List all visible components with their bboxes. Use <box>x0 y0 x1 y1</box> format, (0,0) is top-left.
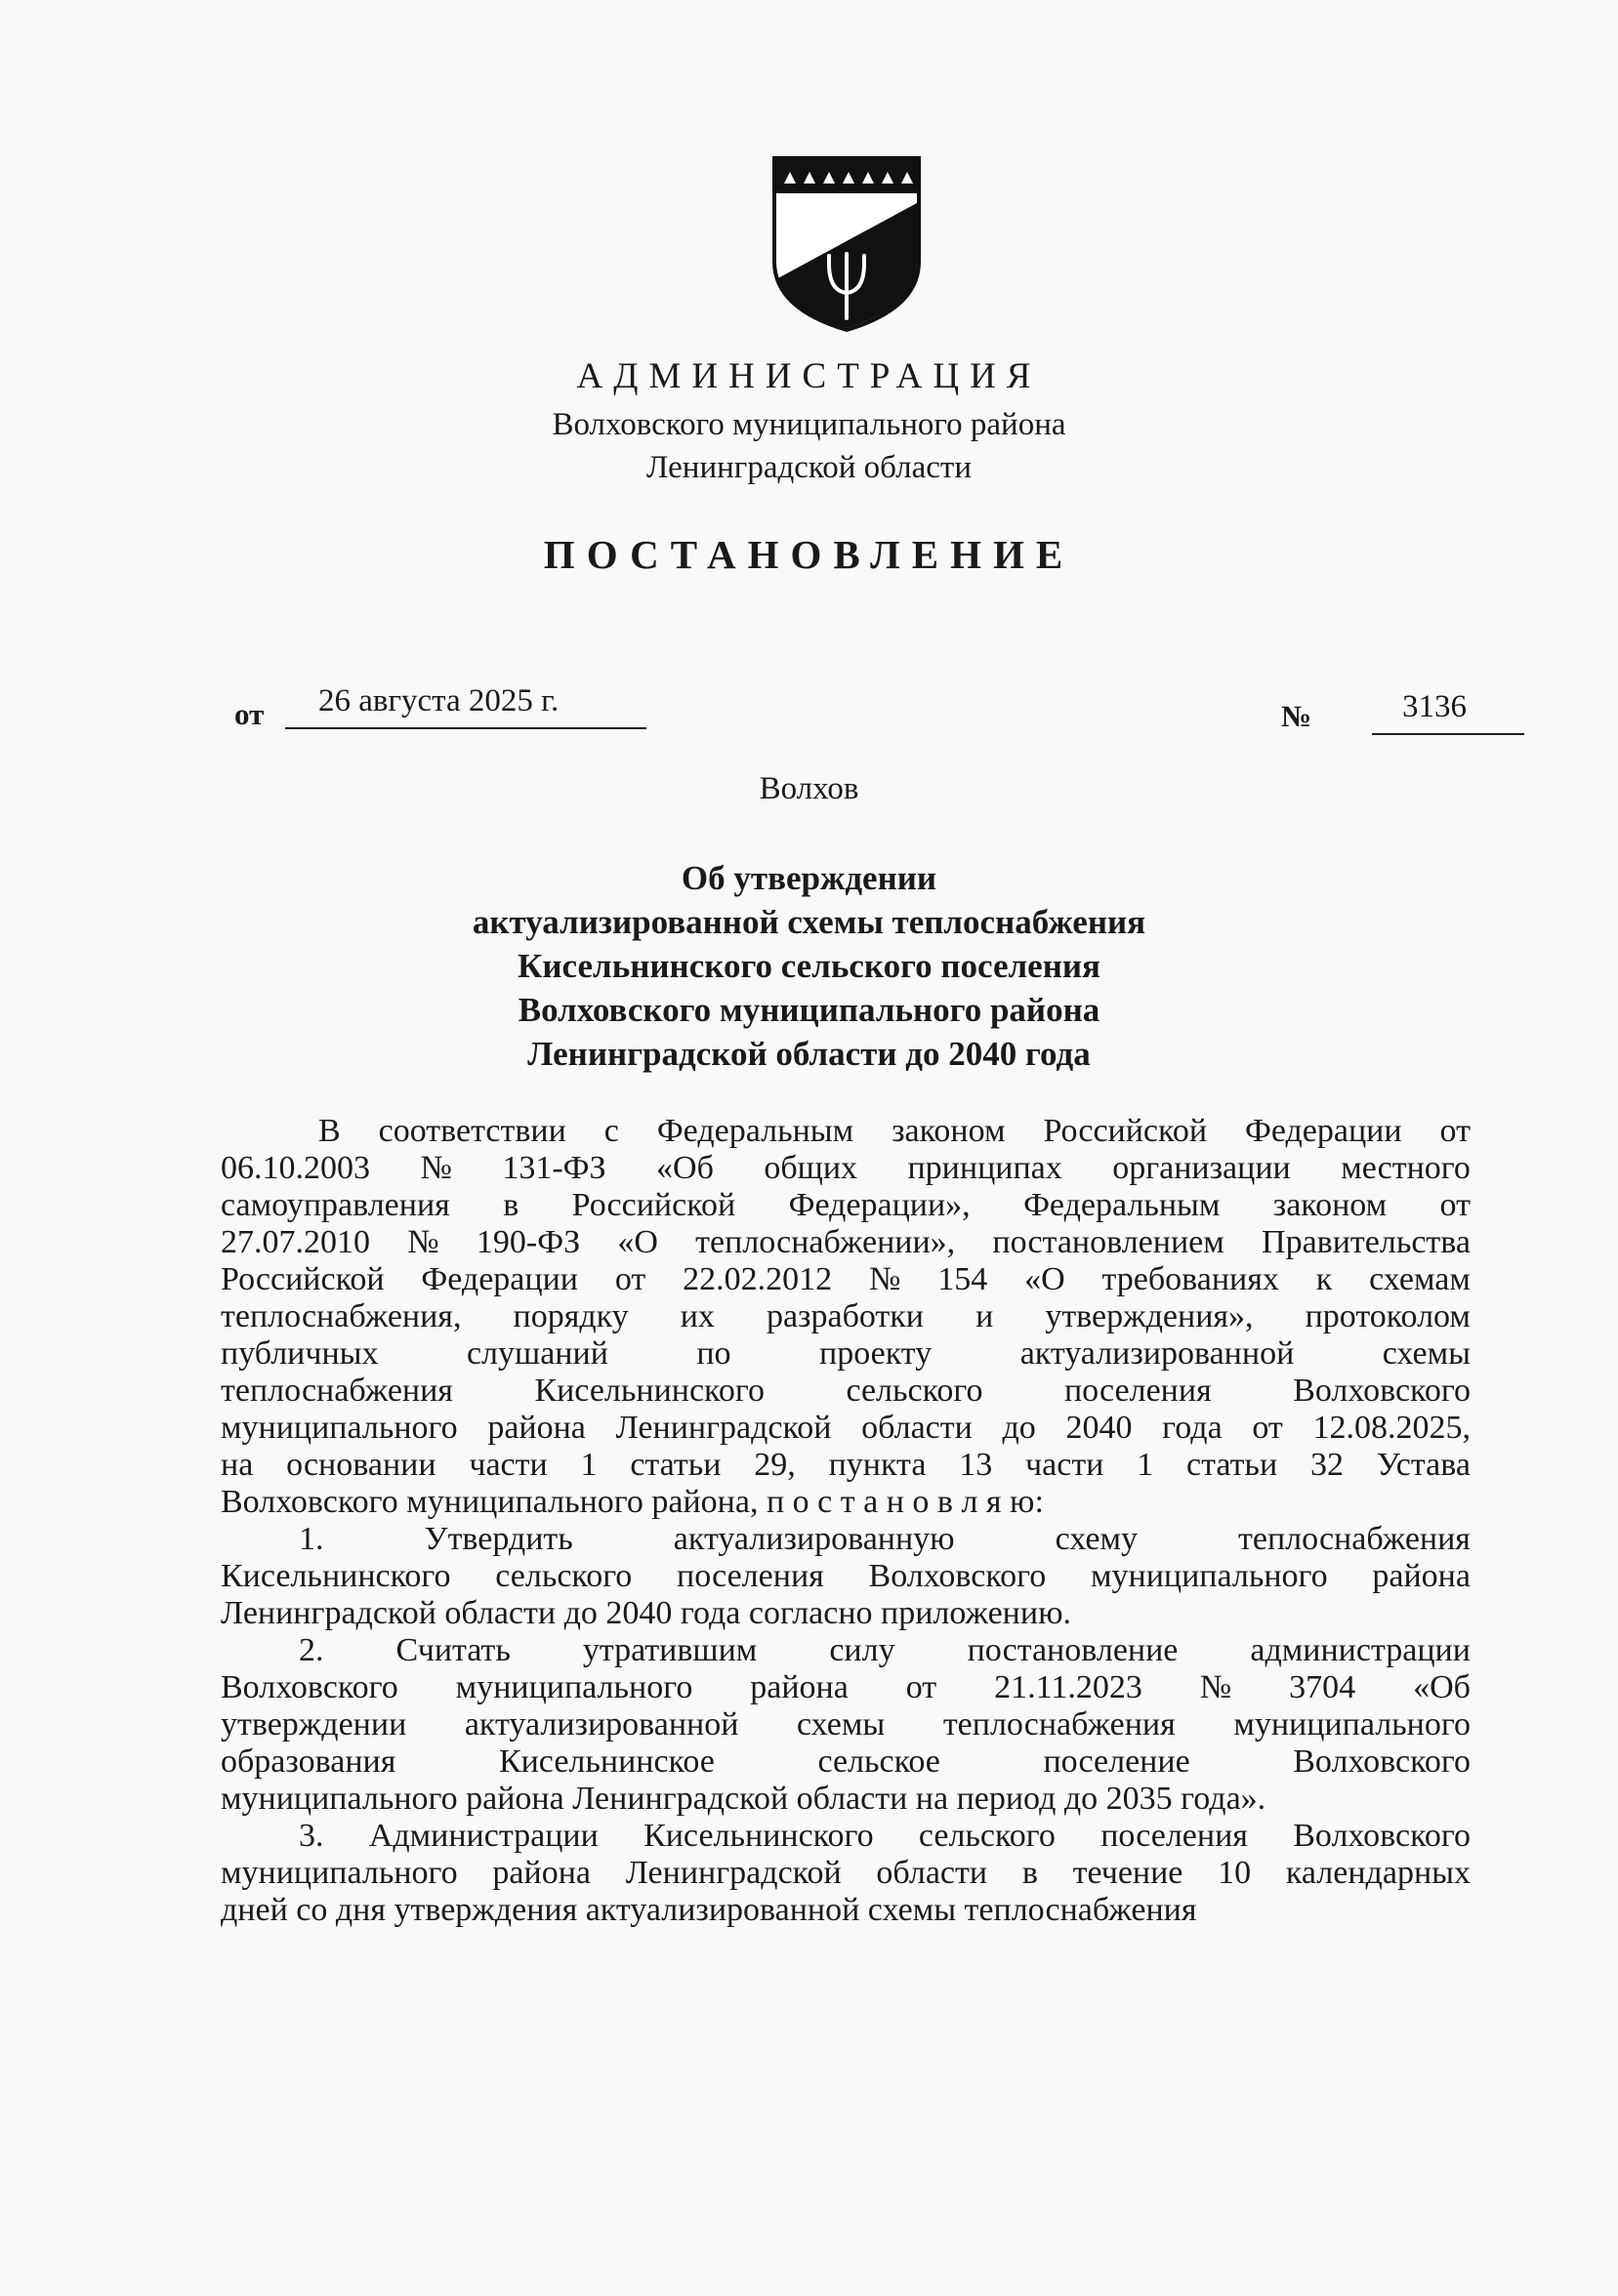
title-line: Кисельнинского сельского поселения <box>518 947 1100 985</box>
body-line: муниципального района Ленинградской области в течение 10 календарных <box>221 1855 1471 1891</box>
body-line: Волховского муниципального района, п о с т а н о в л я ю: <box>221 1484 1044 1520</box>
body-line: образования Кисельнинское сельское поселение Волховского <box>221 1743 1471 1780</box>
body-line: 27.07.2010 № 190-ФЗ «О теплоснабжении», постановлением Правительства <box>221 1224 1471 1260</box>
title-line: Ленинградской области до 2040 года <box>527 1035 1091 1073</box>
coat-of-arms-emblem <box>770 154 923 334</box>
title-line: Об утверждении <box>681 859 937 897</box>
title-line: актуализированной схемы теплоснабжения <box>472 903 1146 941</box>
body-line: 3. Администрации Кисельнинского сельского поселения Волховского <box>299 1818 1471 1854</box>
organization-region: Ленинградской области <box>646 450 972 485</box>
body-line: Ленинградской области до 2040 года согласно приложению. <box>221 1595 1071 1631</box>
body-line: муниципального района Ленинградской области на период до 2035 года». <box>221 1781 1266 1817</box>
date-prefix: от <box>234 697 265 731</box>
body-line: В соответствии с Федеральным законом Российской Федерации от <box>318 1113 1471 1149</box>
body-line: теплоснабжения, порядку их разработки и утверждения», протоколом <box>221 1298 1471 1334</box>
body-line: Российской Федерации от 22.02.2012 № 154 «О требованиях к схемам <box>221 1261 1471 1297</box>
body-line: Волховского муниципального района от 21.11.2023 № 3704 «Об <box>221 1669 1471 1705</box>
title-line: Волховского муниципального района <box>518 991 1100 1029</box>
body-line: утверждении актуализированной схемы теплоснабжения муниципального <box>221 1706 1471 1742</box>
body-line: Кисельнинского сельского поселения Волховского муниципального района <box>221 1558 1471 1594</box>
number-prefix: № <box>1281 699 1312 733</box>
organization-name: АДМИНИСТРАЦИЯ <box>576 356 1042 396</box>
body-line: 06.10.2003 № 131-ФЗ «Об общих принципах организации местного <box>221 1150 1471 1186</box>
city-name: Волхов <box>759 771 859 806</box>
body-line: 1. Утвердить актуализированную схему теплоснабжения <box>299 1521 1471 1557</box>
document-type: ПОСТАНОВЛЕНИЕ <box>543 532 1075 577</box>
body-paragraphs <box>221 1113 1471 1929</box>
body-line: самоуправления в Российской Федерации», Федеральным законом от <box>221 1187 1471 1223</box>
number-underline <box>1372 733 1524 735</box>
document-date: 26 августа 2025 г. <box>318 683 560 718</box>
body-line: 2. Считать утратившим силу постановление администрации <box>299 1632 1471 1668</box>
body-line: дней со дня утверждения актуализированной схемы теплоснабжения <box>221 1892 1197 1928</box>
body-line: на основании части 1 статьи 29, пункта 13 части 1 статьи 32 Устава <box>221 1447 1471 1483</box>
body-line: муниципального района Ленинградской области до 2040 года от 12.08.2025, <box>221 1410 1471 1446</box>
document-number: 3136 <box>1402 689 1467 724</box>
body-line: теплоснабжения Кисельнинского сельского поселения Волховского <box>221 1373 1471 1409</box>
body-line: публичных слушаний по проекту актуализированной схемы <box>221 1335 1471 1372</box>
date-underline <box>285 727 646 729</box>
organization-district: Волховского муниципального района <box>552 407 1066 442</box>
